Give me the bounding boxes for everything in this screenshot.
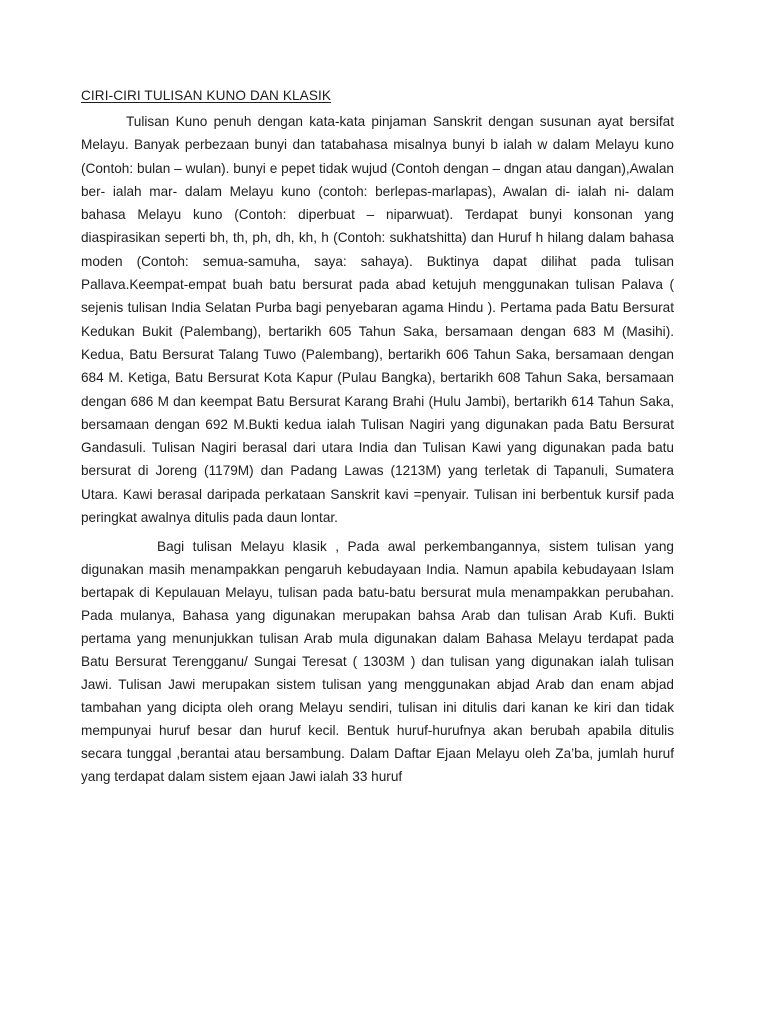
- paragraph-tulisan-kuno: Tulisan Kuno penuh dengan kata-kata pinjaman Sanskrit dengan susunan ayat bersifat Melayu. Banyak perbezaan bunyi dan tatabahasa misalnya bunyi b ialah w dalam Melayu kuno (Contoh: bulan – wulan). bunyi e pepet tidak wujud (Contoh dengan – dngan atau dangan),Awalan ber- ialah mar- dalam Melayu kuno (contoh: berlepas-marlapas), Awalan di- ialah ni- dalam bahasa Melayu kuno (Contoh: diperbuat – niparwuat). Terdapat bunyi konsonan yang diaspirasikan seperti bh, th, ph, dh, kh, h (Contoh: sukhatshitta) dan Huruf h hilang dalam bahasa moden (Contoh: semua-samuha, saya: sahaya). Buktinya dapat dilihat pada tulisan Pallava.Keempat-empat buah batu bersurat pada abad ketujuh menggunakan tulisan Palava ( sejenis tulisan India Selatan Purba bagi penyebaran agama Hindu ). Pertama pada Batu Bersurat Kedukan Bukit (Palembang), bertarikh 605 Tahun Saka, bersamaan dengan 683 M (Masihi). Kedua, Batu Bersurat Talang Tuwo (Palembang), bertarikh 606 Tahun Saka, bersamaan dengan 684 M. Ketiga, Batu Bersurat Kota Kapur (Pulau Bangka), bertarikh 608 Tahun Saka, bersamaan dengan 686 M dan keempat Batu Bersurat Karang Brahi (Hulu Jambi), bertarikh 614 Tahun Saka, bersamaan dengan 692 M.Bukti kedua ialah Tulisan Nagiri yang digunakan pada Batu Bersurat Gandasuli. Tulisan Nagiri berasal dari utara India dan Tulisan Kawi yang digunakan pada batu bersurat di Joreng (1179M) dan Padang Lawas (1213M) yang terletak di Tapanuli, Sumatera Utara. Kawi berasal daripada perkataan Sanskrit kavi =penyair. Tulisan ini berbentuk kursif pada peringkat awalnya ditulis pada daun lontar.: [81, 114, 674, 526]
- document-heading: CIRI-CIRI TULISAN KUNO DAN KLASIK: [81, 88, 332, 103]
- document-body: [81, 86, 674, 788]
- paragraph-tulisan-klasik: Bagi tulisan Melayu klasik , Pada awal perkembangannya, sistem tulisan yang digunakan masih menampakkan pengaruh kebudayaan India. Namun apabila kebudayaan Islam bertapak di Kepulauan Melayu, tulisan pada batu-batu bersurat mula menampakkan perubahan. Pada mulanya, Bahasa yang digunakan merupakan bahsa Arab dan tulisan Arab Kufi. Bukti pertama yang menunjukkan tulisan Arab mula digunakan dalam Bahasa Melayu terdapat pada Batu Bersurat Terengganu/ Sungai Teresat ( 1303M ) dan tulisan yang digunakan ialah tulisan Jawi. Tulisan Jawi merupakan sistem tulisan yang menggunakan abjad Arab dan enam abjad tambahan yang dicipta oleh orang Melayu sendiri, tulisan ini ditulis dari kanan ke kiri dan tidak mempunyai huruf besar dan huruf kecil. Bentuk huruf-hurufnya akan berubah apabila ditulis secara tunggal ,berantai atau bersambung. Dalam Daftar Ejaan Melayu oleh Za’ba, jumlah huruf yang terdapat dalam sistem ejaan Jawi ialah 33 huruf: [81, 539, 674, 785]
